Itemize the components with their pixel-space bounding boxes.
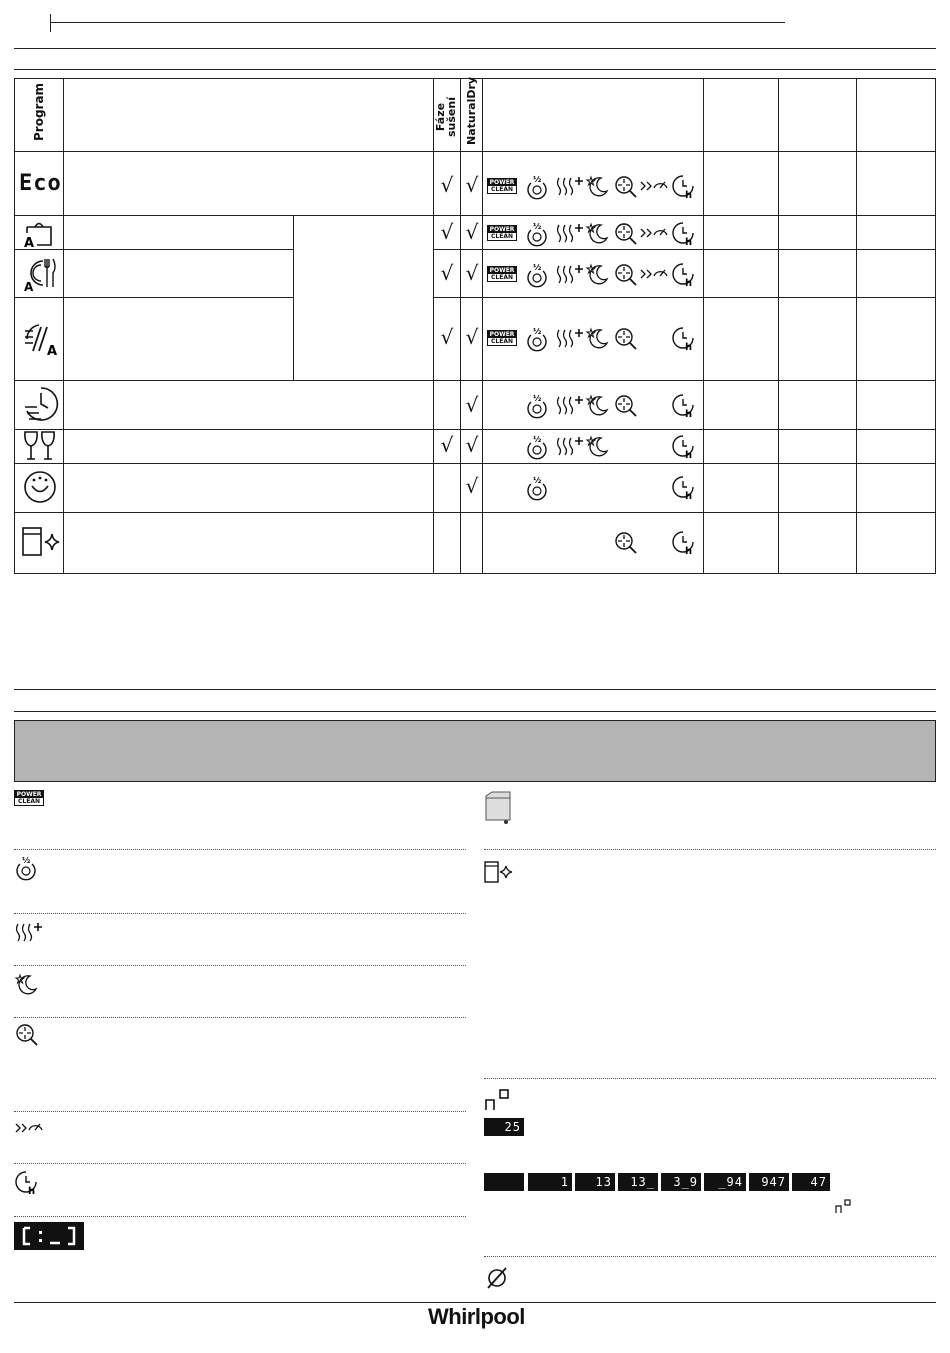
section-rule-2	[14, 69, 936, 70]
night-option-icon	[585, 221, 615, 247]
seg-display-5: 3_9	[661, 1173, 701, 1191]
footer-rule	[14, 1302, 936, 1303]
multizone-program-icon	[21, 319, 61, 359]
power-clean-icon: POWER CLEAN	[487, 330, 517, 346]
seg-display-6: _94	[704, 1173, 746, 1191]
dotted-separator	[484, 1078, 936, 1079]
dishwasher-icon	[484, 790, 514, 826]
dry-option-icon	[555, 174, 585, 200]
natural-check: √	[465, 433, 479, 457]
dotted-separator	[484, 1256, 936, 1257]
night-option-icon	[585, 326, 615, 352]
pot-program-icon	[21, 217, 59, 249]
sensor-option-icon	[613, 530, 643, 556]
seg-display-7: 947	[749, 1173, 789, 1191]
brand-logo: Whirlpool	[428, 1304, 525, 1329]
sub-divider	[293, 215, 294, 380]
natural-check: √	[465, 173, 479, 197]
self-clean-program-icon	[21, 526, 61, 558]
self-clean-icon	[484, 860, 514, 884]
row-divider	[15, 463, 935, 464]
row-divider	[15, 512, 935, 513]
power-clean-icon: POWER CLEAN	[487, 178, 517, 194]
delay-start-icon	[14, 1170, 40, 1196]
col-divider	[433, 79, 434, 573]
svg-text:h: h	[685, 190, 693, 200]
night-icon	[14, 972, 40, 996]
section-rule-3	[14, 689, 936, 690]
turbo-option-icon	[639, 174, 669, 200]
row-divider	[15, 297, 293, 298]
svg-text:A: A	[24, 236, 35, 249]
natural-check: √	[465, 261, 479, 285]
half-option-icon	[525, 221, 555, 247]
delay-option-icon	[671, 393, 701, 419]
svg-text:½: ½	[533, 263, 542, 272]
seg-display-4: 13_	[618, 1173, 658, 1191]
svg-text:A: A	[47, 344, 58, 359]
power-clean-icon: POWER CLEAN	[14, 790, 44, 806]
sensor-icon	[14, 1022, 40, 1048]
svg-text:½: ½	[533, 222, 542, 231]
rinse-program-icon	[23, 469, 57, 505]
row-divider	[15, 151, 935, 152]
svg-text:h: h	[685, 546, 693, 556]
seg-display-2: 1	[528, 1173, 572, 1191]
natural-check: √	[465, 325, 479, 349]
delay-option-icon	[671, 475, 701, 501]
svg-text:½: ½	[533, 476, 542, 485]
row-divider	[433, 297, 935, 298]
dry-option-icon	[555, 434, 585, 460]
rinse-aid-off-icon	[484, 1264, 510, 1290]
drying-phase-header	[435, 87, 457, 147]
svg-text:h: h	[685, 237, 693, 247]
svg-text:h: h	[685, 491, 693, 501]
svg-text:h: h	[685, 450, 693, 460]
delay-option-icon	[671, 221, 701, 247]
natural-check: √	[465, 393, 479, 417]
svg-text:½: ½	[533, 435, 542, 444]
extra-dry-icon	[14, 920, 44, 942]
seg-display-1	[484, 1173, 524, 1191]
svg-text:½: ½	[533, 394, 542, 403]
half-option-icon	[525, 174, 555, 200]
dotted-separator	[14, 849, 466, 850]
delay-option-icon	[671, 262, 701, 288]
drying-check: √	[440, 325, 454, 349]
svg-text:h: h	[685, 278, 693, 288]
dry-option-icon	[555, 221, 585, 247]
delay-option-icon	[671, 530, 701, 556]
drying-phase-label: Fáze sušení	[434, 97, 458, 137]
delay-option-icon	[671, 174, 701, 200]
half-load-icon	[14, 855, 38, 881]
display-lock-icon	[14, 1222, 84, 1250]
header-rule	[50, 22, 785, 23]
natural-check: √	[465, 220, 479, 244]
dry-option-icon	[555, 326, 585, 352]
svg-text:½: ½	[533, 327, 542, 336]
hardness-small-icon	[834, 1198, 854, 1214]
turbo-icon	[14, 1118, 44, 1136]
natural-dry-header: NaturalDry	[465, 76, 478, 145]
half-option-icon	[525, 434, 555, 460]
turbo-option-icon	[639, 221, 669, 247]
dotted-separator	[484, 849, 936, 850]
options-header-band	[14, 720, 936, 782]
row-divider	[15, 380, 935, 381]
col-divider	[63, 79, 64, 573]
row-divider	[15, 429, 935, 430]
dotted-separator	[14, 965, 466, 966]
svg-text:h: h	[685, 342, 693, 352]
turbo-option-icon	[639, 262, 669, 288]
svg-text:½: ½	[22, 856, 31, 865]
svg-text:h: h	[28, 1186, 36, 1196]
sensor-option-icon	[613, 393, 643, 419]
section-rule-4	[14, 711, 936, 712]
seg-display-8: 47	[792, 1173, 830, 1191]
program-table	[14, 78, 936, 574]
dry-option-icon	[555, 262, 585, 288]
quick-program-icon	[23, 385, 59, 423]
seg-display-3: 13	[575, 1173, 615, 1191]
natural-check: √	[465, 474, 479, 498]
dotted-separator	[14, 1017, 466, 1018]
col-divider	[703, 79, 704, 573]
delay-option-icon	[671, 326, 701, 352]
hardness-display: 25	[484, 1118, 524, 1136]
night-option-icon	[585, 434, 615, 460]
col-divider	[460, 79, 461, 573]
power-clean-icon: POWER CLEAN	[487, 266, 517, 282]
half-option-icon	[525, 475, 555, 501]
power-clean-icon: POWER CLEAN	[487, 225, 517, 241]
col-divider	[778, 79, 779, 573]
row-divider	[15, 249, 293, 250]
sensor-option-icon	[613, 326, 643, 352]
dotted-separator	[14, 1111, 466, 1112]
dotted-separator	[14, 1163, 466, 1164]
col-divider	[856, 79, 857, 573]
night-option-icon	[585, 174, 615, 200]
drying-check: √	[440, 433, 454, 457]
svg-text:½: ½	[533, 175, 542, 184]
delay-option-icon	[671, 434, 701, 460]
glass-program-icon	[22, 430, 58, 462]
night-option-icon	[585, 262, 615, 288]
svg-text:A: A	[24, 280, 34, 293]
drying-check: √	[440, 220, 454, 244]
half-option-icon	[525, 393, 555, 419]
row-divider	[15, 215, 935, 216]
half-option-icon	[525, 262, 555, 288]
section-rule-1	[14, 48, 936, 49]
program-header: Program	[32, 82, 46, 141]
dishes-program-icon	[21, 253, 59, 293]
drying-check: √	[440, 173, 454, 197]
row-divider	[433, 249, 935, 250]
half-option-icon	[525, 326, 555, 352]
header-tick	[50, 14, 51, 32]
dotted-separator	[14, 1216, 466, 1217]
col-divider	[482, 79, 483, 573]
drying-check: √	[440, 261, 454, 285]
dotted-separator	[14, 913, 466, 914]
eco-program-icon: Eco	[19, 171, 62, 196]
svg-text:h: h	[685, 409, 693, 419]
hardness-icon	[484, 1088, 514, 1112]
dry-option-icon	[555, 393, 585, 419]
night-option-icon	[585, 393, 615, 419]
